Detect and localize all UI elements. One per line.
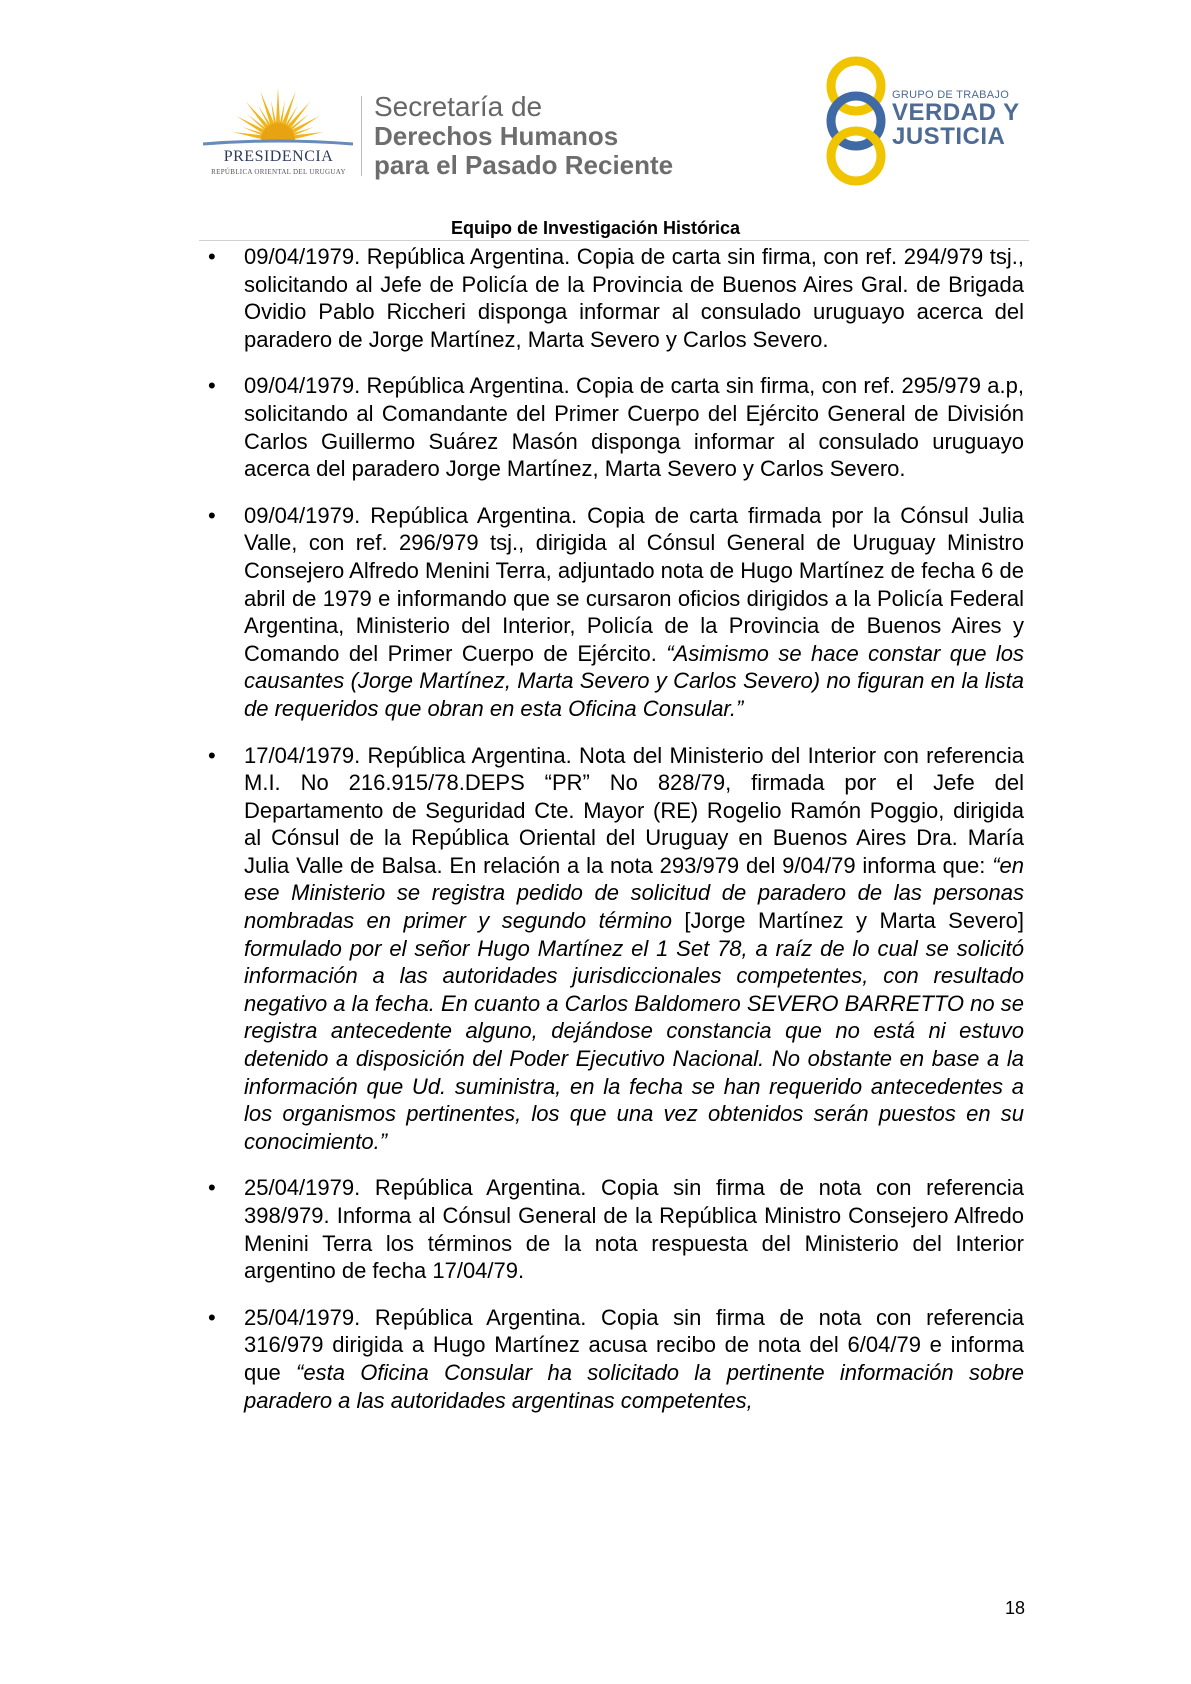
- list-item: [0, 372, 1024, 482]
- bullet: •: [208, 742, 216, 768]
- bullet: •: [208, 502, 216, 528]
- page-header: [0, 0, 1191, 240]
- item-text: [244, 502, 1024, 723]
- secretaria-line-3: para el Pasado Reciente: [374, 150, 674, 180]
- bullet: •: [208, 244, 216, 269]
- team-title: Equipo de Investigación Histórica: [450, 218, 741, 238]
- secretaria-logo: [374, 92, 673, 180]
- list-item: [0, 742, 1024, 1156]
- verdad-justicia-text: [892, 89, 1020, 149]
- item-text: [244, 1174, 1024, 1284]
- item-quote-text: “Asimismo se hace constar que los causantes (Jorge Martínez, Marta Severo y Carlos Severo) no figuran en la lista de requeridos que obran en esta Oficina Consular.”: [244, 640, 1025, 721]
- item-quote-text: “esta Oficina Consular ha solicitado la pertinente información sobre paradero a las autoridades argentinas competentes,: [244, 1359, 1025, 1413]
- item-text: [244, 372, 1024, 482]
- item-text: [244, 243, 1024, 353]
- sun-icon: [196, 82, 361, 152]
- list-item: [0, 1304, 1024, 1414]
- presidencia-logo-subtext: REPÚBLICA ORIENTAL DEL URUGUAY: [211, 168, 346, 176]
- item-text: [244, 742, 1024, 1156]
- list-item: [0, 502, 1024, 723]
- item-plain-text: 25/04/1979. República Argentina. Copia sin firma de nota con referencia 398/979. Informa al Cónsul General de la República Ministro Consejero Alfredo Menini Terra los términos de la nota respuesta del Ministerio del Interior argentino de fecha 17/04/79.: [244, 1175, 1024, 1284]
- gtvj-small-text: GRUPO DE TRABAJO: [892, 89, 1010, 101]
- page-number: 18: [1005, 1598, 1026, 1618]
- item-quote-text: “en ese Ministerio se registra pedido de solicitud de paradero de las personas nombradas en primer y segundo término: [244, 852, 1024, 934]
- header-rule: [199, 240, 1029, 241]
- bullet: •: [208, 373, 216, 399]
- rings-icon: [820, 56, 892, 186]
- presidencia-logo-text: PRESIDENCIA: [223, 148, 334, 165]
- list-item: [0, 243, 1024, 353]
- item-plain-text: 09/04/1979. República Argentina. Copia de carta sin firma, con ref. 294/979 tsj., solicitando al Jefe de Policía de la Provincia de Buenos Aires Gral. de Brigada Ovidio Pablo Riccheri disponga informar al consulado uruguayo acerca del paradero de Jorge Martínez, Marta Severo y Carlos Severo.: [244, 244, 1024, 352]
- item-quote-text-2: formulado por el señor Hugo Martínez el 1 Set 78, a raíz de lo cual se solicitó información a las autoridades jurisdiccionales competentes, con resultado negativo a la fecha. En cuanto a Carlos Baldomero SEVERO BARRETTO no se registra antecedente alguno, dejándose constancia que no está ni estuvo detenido a disposición del Poder Ejecutivo Nacional. No obstante en base a la información que Ud. suministra, en la fecha se han requerido antecedentes a los organismos pertinentes, los que una vez obtenidos serán puestos en su conocimiento.”: [244, 935, 1024, 1154]
- gtvj-verdad-text: VERDAD Y: [892, 99, 1020, 126]
- logo-divider: [361, 96, 362, 176]
- bullet: •: [208, 1175, 216, 1201]
- document-body: [0, 243, 1191, 1433]
- item-plain-text: 25/04/1979. República Argentina. Copia sin firma de nota con referencia 316/979 dirigida a Hugo Martínez acusa recibo de nota del 6/04/79 e informa que: [244, 1304, 1024, 1385]
- record-list: [0, 243, 1191, 1414]
- item-plain-text-2: [Jorge Martínez y Marta Severo]: [671, 908, 1024, 934]
- item-text: [244, 1304, 1024, 1414]
- list-item: [0, 1174, 1024, 1284]
- gtvj-justicia-text: JUSTICIA: [892, 123, 1006, 150]
- secretaria-line-1: Secretaría de: [374, 91, 543, 122]
- secretaria-line-2: Derechos Humanos: [374, 121, 619, 151]
- item-plain-text: 09/04/1979. República Argentina. Copia de carta sin firma, con ref. 295/979 a.p, solicitando al Comandante del Primer Cuerpo del Ejército General de División Carlos Guillermo Suárez Masón disponga informar al consulado uruguayo acerca del paradero Jorge Martínez, Marta Severo y Carlos Severo.: [244, 373, 1024, 482]
- bullet: •: [208, 1304, 216, 1330]
- item-plain-text: 17/04/1979. República Argentina. Nota del Ministerio del Interior con referencia M.I. No 216.915/78.DEPS “PR” No 828/79, firmada por el Jefe del Departamento de Seguridad Cte. Mayor (RE) Rogelio Ramón Poggio, dirigida al Cónsul de la República Oriental del Uruguay en Buenos Aires Dra. María Julia Valle de Balsa. En relación a la nota 293/979 del 9/04/79 informa que:: [244, 742, 1024, 878]
- item-plain-text: 09/04/1979. República Argentina. Copia de carta firmada por la Cónsul Julia Valle, con ref. 296/979 tsj., dirigida al Cónsul General de Uruguay Ministro Consejero Alfredo Menini Terra, adjuntado nota de Hugo Martínez de fecha 6 de abril de 1979 e informando que se cursaron oficios dirigidos a la Policía Federal Argentina, Ministerio del Interior, Policía de la Provincia de Buenos Aires y Comando del Primer Cuerpo de Ejército.: [244, 502, 1024, 666]
- verdad-justicia-logo: [820, 56, 1030, 186]
- presidencia-logo: [196, 82, 361, 182]
